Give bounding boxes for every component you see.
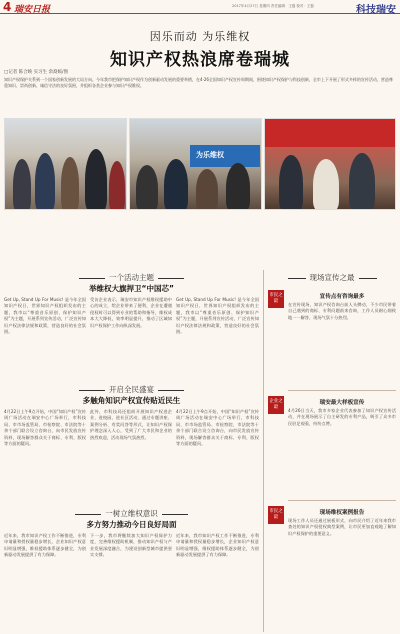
right-item-tag-2: 企业之最: [268, 396, 284, 414]
paper-name: 瑞安日报: [14, 5, 51, 15]
right-item-head-1: 宣传点有咨询最多: [319, 294, 365, 300]
column-divider: [263, 270, 264, 632]
right-section-label: 现场宣传之最: [268, 272, 396, 283]
section-label-1: 一个活动主题: [4, 272, 259, 283]
right-item-text-1: 在宣传现场，知识产权咨询台前人头攒动，不少市民带着自己遇到的商标、专利问题前来咨询，工作人员耐心细致地一一解答，现场气氛十分热烈。: [288, 302, 396, 320]
photo-consultation-booth: [264, 118, 396, 210]
right-item-head-3: 现场维权案例报告: [319, 510, 365, 516]
page-number: 4: [3, 0, 12, 14]
section2-col-right: 4月22日上午9点开始，中国“知识产权”宣传周广场活动在瑞安中心广场举行，市科技局、市市场监管局、市检察院、市法院等十余个部门联合设立咨询台，向市民发放宣传资料，现场解答群众关于商标、专利、版权等方面的疑问。: [176, 409, 259, 447]
section3-col-mid: 下一步，我市将继续加大知识产权保护力度，完善维权援助机制，推动知识产权与产业发展深度融合，为建设创新型城市提供坚实支撑。: [90, 533, 172, 558]
right-item-tag-1: 市民之最: [268, 290, 284, 308]
section3-col-left: 近年来，我市知识产权工作不断推进，专利申请量和授权量稳步增长，企业知识产权意识明显增强，维权援助体系逐步健全，为创新驱动发展提供了有力保障。: [4, 533, 86, 558]
red-tent: [265, 119, 396, 147]
date-line: 2017年4月27日 星期四 责任编辑：王磊 校对：王磊: [232, 4, 314, 8]
masthead: [0, 0, 400, 14]
section2-col-mid: 此外，市科技局还组织开展知识产权进企业、进校园、进社区活动，通过专题讲座、案例分析、有奖问答等形式，让知识产权保护理念深入人心，受到了广大市民和企业的热烈欢迎，活动现场气氛热烈。: [90, 409, 172, 440]
section3-col-right: 近年来，我市知识产权工作不断推进，专利申请量和授权量稳步增长，企业知识产权意识明显增强，维权援助体系逐步健全，为创新驱动发展提供了有力保障。: [176, 533, 259, 558]
right-item-text-3: 现场工作人员还通过展板形式，向市民介绍了近年来我市查处的知识产权侵权典型案例，让市民更加直观地了解知识产权保护的重要意义。: [288, 518, 396, 536]
photo-crowd-center: [129, 118, 262, 210]
section1-col-right: Get Up, Stand Up For Music! 是今年全国知识产权日，世界知识产权组织发布的主题，我市以“尊重音乐原创、保护知识产权”为主题，开展系列宣传活动，广泛宣传知识产权法律法规和政策，营造良好的社会氛围。: [176, 297, 259, 335]
right-item-tag-3: 市民之最: [268, 506, 284, 524]
right-item-head-2: 瑞安最大样板宣传: [319, 400, 365, 406]
divider: [288, 390, 396, 391]
section-subhead-2: 多触角知识产权宣传贴近民生: [82, 396, 181, 405]
section-subhead-1: 举维权大旗捍卫“中国芯”: [89, 284, 174, 293]
section-label-3: 一树立维权意识: [4, 508, 259, 519]
section-subhead-3: 多方努力推动今日良好局面: [86, 520, 177, 529]
photo-credit: □记者 陈合映 实习生 余裔嫣/图: [4, 70, 69, 75]
section2-col-left: 4月22日上午9点开始，中国“知识产权”宣传周广场活动在瑞安中心广场举行，市科技局、市市场监管局、市检察院、市法院等十余个部门联合设立咨询台，向市民发放宣传资料，现场解答群众关于商标、专利、版权等方面的疑问。: [4, 409, 86, 447]
photo-crowd-left: [4, 118, 127, 210]
section1-col-left: Get Up, Stand Up For Music! 是今年全国知识产权日，世界知识产权组织发布的主题，我市以“尊重音乐原创、保护知识产权”为主题，开展系列宣传活动，广泛宣传知识产权法律法规和政策，营造良好的社会氛围。: [4, 297, 86, 335]
banner-text: 为乐维权: [196, 151, 224, 159]
section-name: 科技瑞安: [356, 5, 396, 16]
right-item-text-2: 4月26日当天，我市多家企业代表参加了知识产权宣传活动，并在现场展示了自主研发的专利产品，吸引了众多市民驻足观看，纷纷点赞。: [288, 408, 396, 426]
lead-paragraph: 知识产权保护关系到一个国家创新发展的大局方向。今年我市把保护知识产权作为创新驱动发展的重要举措，在4·26全国知识产权宣传周期间，围绕知识产权保护与科技创新，全市上下开展了形式多样的宣传活动，营造尊重知识、崇尚创新、诚信守法的良好氛围，并组织各类企业参与知识产权维权。: [4, 77, 393, 88]
headline-kicker: 因乐而动 为乐维权: [149, 30, 251, 43]
divider: [288, 500, 396, 501]
section1-col-mid: 受访企业表示，瑞安市知识产权维权援助中心的成立，给企业带来了便利，企业在遭遇侵权时可以得到专业的帮助和指导，维权成本大大降低，效率明显提升，推动了区域知识产权保护工作向纵深发展。: [90, 297, 172, 328]
section-label-2: 开启全民盛宴: [4, 384, 259, 395]
headline-title: 知识产权热浪席卷瑞城: [110, 50, 290, 70]
